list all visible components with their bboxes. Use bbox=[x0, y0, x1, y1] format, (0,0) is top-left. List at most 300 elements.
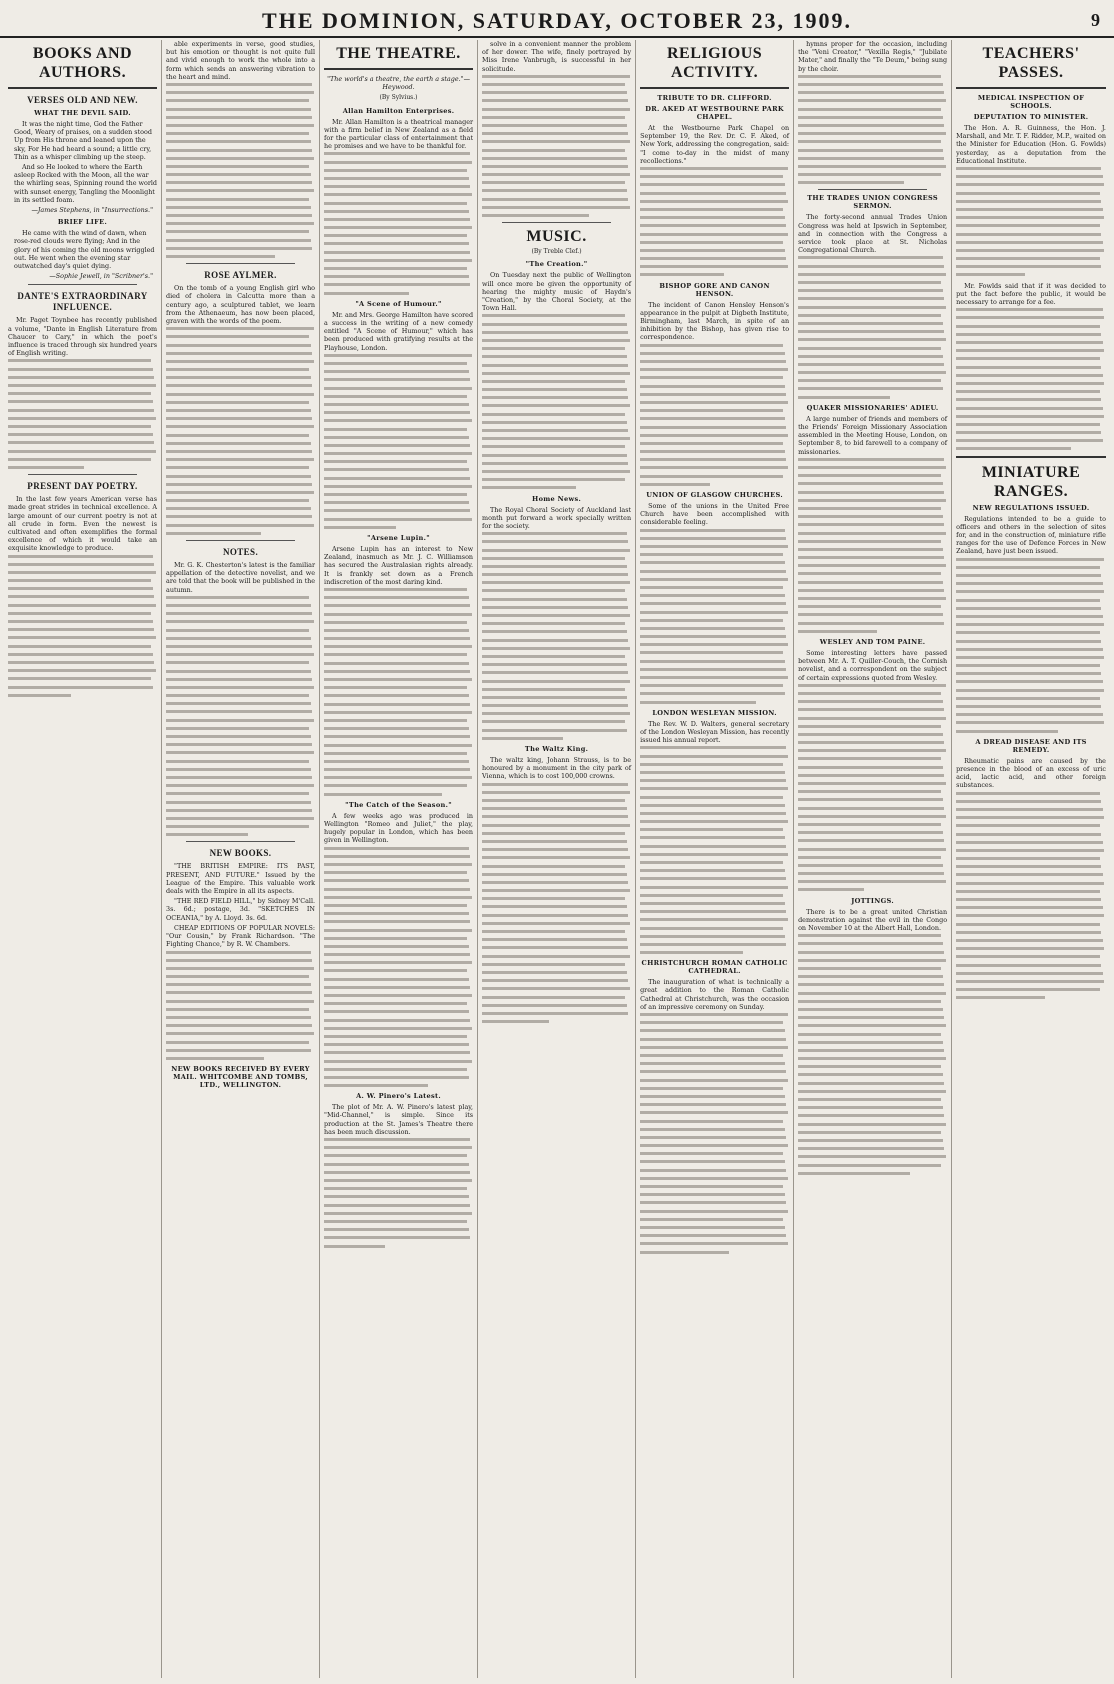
text-line bbox=[324, 387, 472, 390]
filler-text bbox=[956, 792, 1106, 1000]
verse-text: He came with the wind of dawn, when rose-red clouds were flying; And in the glory of his coming the old moons wriggled out. He went when the evening star outwatched day's quiet dying. bbox=[14, 229, 155, 271]
text-line bbox=[482, 589, 625, 592]
text-line bbox=[482, 75, 630, 78]
text-line bbox=[798, 1123, 946, 1126]
text-line bbox=[640, 886, 788, 889]
text-line bbox=[324, 978, 469, 981]
text-line bbox=[798, 782, 946, 785]
text-line bbox=[956, 265, 1101, 268]
text-line bbox=[640, 249, 785, 252]
text-line bbox=[166, 239, 311, 242]
text-line bbox=[8, 612, 151, 615]
text-line bbox=[166, 507, 311, 510]
text-line bbox=[324, 735, 470, 738]
text-line bbox=[166, 951, 311, 954]
text-line bbox=[482, 454, 627, 457]
text-line bbox=[482, 149, 625, 152]
text-line bbox=[324, 621, 467, 624]
text-line bbox=[482, 832, 625, 835]
text-line bbox=[956, 689, 1104, 692]
text-line bbox=[166, 678, 312, 681]
text-line bbox=[482, 598, 627, 601]
text-line bbox=[166, 604, 311, 607]
text-line bbox=[956, 730, 1058, 733]
text-line bbox=[956, 224, 1100, 227]
text-line bbox=[640, 1021, 783, 1024]
text-line bbox=[482, 565, 627, 568]
filler-text bbox=[640, 746, 789, 954]
text-line bbox=[798, 725, 941, 728]
text-line bbox=[956, 398, 1101, 401]
text-line bbox=[166, 483, 312, 486]
article-text: The forty-second annual Trades Union Congress was held at Ipswich in September, and in connection with the Congress a service took place at St. Nicholas Congregational Church. bbox=[798, 213, 948, 255]
text-line bbox=[482, 532, 627, 535]
text-line bbox=[798, 613, 943, 616]
heading-verses: VERSES OLD AND NEW. bbox=[27, 95, 138, 105]
text-line bbox=[956, 931, 1101, 934]
text-line bbox=[798, 338, 946, 341]
text-line bbox=[640, 393, 786, 396]
text-line bbox=[482, 181, 625, 184]
text-line bbox=[798, 700, 943, 703]
text-line bbox=[166, 99, 309, 102]
text-line bbox=[798, 807, 944, 810]
text-line bbox=[640, 1029, 785, 1032]
text-line bbox=[482, 865, 625, 868]
text-line bbox=[956, 705, 1101, 708]
text-line bbox=[482, 581, 630, 584]
text-line bbox=[798, 1155, 946, 1158]
text-line bbox=[166, 686, 314, 689]
text-line bbox=[324, 1060, 472, 1063]
text-line bbox=[324, 1154, 467, 1157]
text-line bbox=[482, 91, 627, 94]
text-line bbox=[482, 807, 627, 810]
text-line bbox=[166, 255, 275, 258]
text-line bbox=[956, 431, 1101, 434]
text-line bbox=[8, 450, 156, 453]
text-line bbox=[324, 637, 470, 640]
text-line bbox=[798, 572, 941, 575]
text-line bbox=[324, 177, 469, 180]
text-line bbox=[482, 323, 627, 326]
text-line bbox=[798, 597, 946, 600]
text-line bbox=[956, 964, 1101, 967]
text-line bbox=[8, 669, 156, 672]
text-line bbox=[640, 1079, 788, 1082]
text-line bbox=[640, 902, 785, 905]
text-line bbox=[482, 108, 630, 111]
text-line bbox=[324, 904, 467, 907]
text-line bbox=[324, 760, 469, 763]
heading-rose-aylmer: ROSE AYLMER. bbox=[204, 270, 277, 281]
text-line bbox=[324, 703, 470, 706]
text-line bbox=[640, 1038, 786, 1041]
text-line bbox=[640, 1103, 786, 1106]
column-7 bbox=[952, 40, 1110, 1678]
text-line bbox=[798, 540, 941, 543]
text-line bbox=[956, 200, 1101, 203]
text-line bbox=[166, 776, 312, 779]
article-text: Mr. and Mrs. George Hamilton have scored a success in the writing of a new comedy entitled "A Scene of Humour," which has been produced with gratifying results at the Playhouse, London. bbox=[324, 310, 474, 352]
text-line bbox=[640, 376, 783, 379]
text-line bbox=[324, 768, 470, 771]
text-line bbox=[482, 132, 628, 135]
article-text: There is to be a great united Christian demonstration against the evil in the Congo on November 10 at the Albert Hall, London. bbox=[798, 907, 948, 933]
text-line bbox=[798, 1016, 944, 1019]
filler-text bbox=[324, 152, 473, 294]
text-line bbox=[798, 831, 943, 834]
text-line bbox=[166, 434, 309, 437]
text-line bbox=[482, 549, 630, 552]
text-line bbox=[324, 436, 469, 439]
divider bbox=[502, 222, 611, 223]
text-line bbox=[166, 809, 312, 812]
text-line bbox=[166, 719, 314, 722]
text-line bbox=[166, 360, 314, 363]
text-line bbox=[324, 986, 470, 989]
text-line bbox=[640, 828, 783, 831]
text-line bbox=[166, 466, 309, 469]
text-line bbox=[798, 466, 946, 469]
text-line bbox=[8, 359, 151, 362]
text-line bbox=[166, 661, 309, 664]
masthead-title: THE DOMINION, SATURDAY, OCTOBER 23, 1909. bbox=[262, 8, 852, 33]
text-line bbox=[798, 589, 944, 592]
text-line bbox=[324, 242, 469, 245]
text-line bbox=[798, 839, 944, 842]
text-line bbox=[8, 368, 153, 371]
text-line bbox=[8, 636, 156, 639]
text-line bbox=[166, 247, 312, 250]
text-line bbox=[166, 612, 312, 615]
text-line bbox=[798, 396, 890, 399]
text-line bbox=[956, 631, 1100, 634]
text-line bbox=[640, 812, 786, 815]
heading-new-regulations: NEW REGULATIONS ISSUED. bbox=[972, 503, 1090, 512]
text-line bbox=[8, 555, 153, 558]
text-line bbox=[166, 825, 309, 828]
filler-text bbox=[8, 359, 157, 468]
text-line bbox=[956, 382, 1104, 385]
filler-text bbox=[166, 596, 315, 836]
text-line bbox=[640, 651, 783, 654]
text-line bbox=[956, 640, 1101, 643]
text-line bbox=[798, 173, 941, 176]
text-line bbox=[166, 327, 314, 330]
text-line bbox=[8, 409, 154, 412]
text-line bbox=[798, 1106, 943, 1109]
filler-text bbox=[482, 75, 631, 217]
text-line bbox=[8, 425, 151, 428]
text-line bbox=[640, 1013, 788, 1016]
divider bbox=[8, 87, 157, 89]
text-line bbox=[166, 515, 312, 518]
text-line bbox=[482, 462, 628, 465]
text-line bbox=[640, 643, 788, 646]
text-line bbox=[482, 1004, 627, 1007]
signature: —James Stephens, in "Insurrections." bbox=[31, 206, 154, 215]
filler-text bbox=[482, 783, 631, 1023]
text-line bbox=[482, 214, 589, 217]
text-line bbox=[166, 784, 314, 787]
text-line bbox=[956, 208, 1103, 211]
text-line bbox=[482, 173, 630, 176]
text-line bbox=[956, 257, 1100, 260]
text-line bbox=[640, 224, 786, 227]
heading-trades-union: THE TRADES UNION CONGRESS SERMON. bbox=[807, 194, 938, 211]
divider bbox=[956, 87, 1106, 89]
filler-text bbox=[798, 934, 947, 1174]
text-line bbox=[956, 423, 1100, 426]
divider bbox=[640, 87, 789, 89]
text-line bbox=[166, 352, 312, 355]
text-line bbox=[324, 871, 467, 874]
text-line bbox=[798, 1131, 941, 1134]
text-line bbox=[640, 755, 788, 758]
text-line bbox=[482, 380, 625, 383]
text-line bbox=[324, 152, 470, 155]
text-line bbox=[324, 1146, 472, 1149]
text-line bbox=[8, 604, 156, 607]
text-line bbox=[956, 325, 1100, 328]
heading-devil: WHAT THE DEVIL SAID. bbox=[34, 109, 131, 117]
column-1 bbox=[4, 40, 162, 1678]
text-line bbox=[640, 1152, 783, 1155]
section-music: MUSIC. bbox=[526, 228, 587, 246]
divider bbox=[324, 68, 473, 70]
text-line bbox=[482, 413, 625, 416]
text-line bbox=[166, 450, 312, 453]
column-3 bbox=[320, 40, 478, 1678]
text-line bbox=[640, 529, 785, 532]
heading-gore-henson: BISHOP GORE AND CANON HENSON. bbox=[659, 281, 770, 298]
text-line bbox=[482, 655, 625, 658]
text-line bbox=[956, 857, 1100, 860]
text-line bbox=[798, 684, 946, 687]
text-line bbox=[956, 898, 1101, 901]
text-line bbox=[640, 692, 785, 695]
section-religious-activity: RELIGIOUS ACTIVITY. bbox=[666, 45, 763, 81]
text-line bbox=[798, 297, 944, 300]
text-line bbox=[166, 108, 311, 111]
text-line bbox=[482, 83, 625, 86]
text-line bbox=[640, 771, 785, 774]
text-line bbox=[324, 1212, 472, 1215]
text-line bbox=[324, 518, 472, 521]
text-line bbox=[166, 475, 311, 478]
filler-text bbox=[324, 588, 473, 796]
text-line bbox=[482, 914, 628, 917]
text-line bbox=[640, 684, 783, 687]
text-line bbox=[798, 749, 946, 752]
text-line bbox=[166, 376, 311, 379]
text-line bbox=[640, 918, 788, 921]
text-line bbox=[324, 604, 470, 607]
text-line bbox=[640, 1177, 788, 1180]
text-line bbox=[956, 249, 1104, 252]
text-line bbox=[166, 368, 309, 371]
text-line bbox=[640, 1070, 786, 1073]
text-line bbox=[956, 216, 1104, 219]
filler-text bbox=[166, 951, 315, 1060]
text-line bbox=[798, 1147, 944, 1150]
text-line bbox=[482, 404, 630, 407]
text-line bbox=[324, 744, 472, 747]
text-line bbox=[324, 613, 472, 616]
text-line bbox=[324, 292, 409, 295]
text-line bbox=[640, 619, 783, 622]
column-6 bbox=[794, 40, 952, 1678]
text-line bbox=[166, 491, 314, 494]
text-line bbox=[482, 165, 628, 168]
text-line bbox=[798, 330, 944, 333]
text-line bbox=[798, 458, 944, 461]
text-line bbox=[324, 653, 467, 656]
text-line bbox=[956, 947, 1104, 950]
text-line bbox=[482, 946, 628, 949]
text-line bbox=[956, 865, 1101, 868]
article-text: A large number of friends and members of the Friends' Foreign Missionary Association assembled in the Meeting House, London, on September 8, to bid farewell to a company of missionaries. bbox=[798, 414, 948, 456]
text-line bbox=[166, 344, 311, 347]
text-line bbox=[640, 602, 786, 605]
text-line bbox=[956, 192, 1100, 195]
text-line bbox=[640, 175, 783, 178]
text-line bbox=[482, 963, 625, 966]
text-line bbox=[798, 347, 941, 350]
text-line bbox=[324, 879, 469, 882]
text-line bbox=[640, 746, 786, 749]
text-line bbox=[166, 222, 314, 225]
text-line bbox=[482, 396, 628, 399]
text-line bbox=[8, 661, 154, 664]
text-line bbox=[798, 1139, 943, 1142]
text-line bbox=[798, 1008, 943, 1011]
text-line bbox=[640, 442, 783, 445]
text-line bbox=[166, 524, 314, 527]
text-line bbox=[324, 629, 469, 632]
text-line bbox=[798, 355, 943, 358]
text-line bbox=[798, 1000, 941, 1003]
text-line bbox=[482, 815, 628, 818]
text-line bbox=[482, 720, 625, 723]
text-line bbox=[324, 234, 467, 237]
text-line bbox=[640, 877, 786, 880]
text-line bbox=[324, 185, 470, 188]
text-line bbox=[324, 509, 470, 512]
text-line bbox=[640, 233, 788, 236]
text-line bbox=[482, 622, 625, 625]
text-line bbox=[324, 169, 467, 172]
text-line bbox=[166, 393, 314, 396]
text-line bbox=[166, 499, 309, 502]
heading-allan-hamilton: Allan Hamilton Enterprises. bbox=[342, 106, 455, 115]
text-line bbox=[640, 869, 785, 872]
text-line bbox=[8, 563, 154, 566]
text-line bbox=[324, 896, 472, 899]
text-line bbox=[798, 959, 946, 962]
filler-text bbox=[166, 83, 315, 258]
text-line bbox=[166, 124, 314, 127]
heading-jottings: JOTTINGS. bbox=[851, 896, 894, 905]
text-line bbox=[640, 1226, 785, 1229]
text-line bbox=[324, 403, 469, 406]
text-line bbox=[956, 349, 1104, 352]
text-line bbox=[640, 216, 785, 219]
text-line bbox=[956, 357, 1100, 360]
text-line bbox=[956, 366, 1101, 369]
text-line bbox=[640, 861, 783, 864]
text-line bbox=[956, 558, 1104, 561]
text-line bbox=[324, 694, 469, 697]
text-line bbox=[640, 537, 786, 540]
text-line bbox=[166, 637, 311, 640]
text-line bbox=[166, 959, 312, 962]
divider bbox=[28, 284, 137, 285]
text-line bbox=[640, 257, 786, 260]
text-line bbox=[166, 417, 312, 420]
text-line bbox=[798, 1090, 946, 1093]
text-line bbox=[324, 588, 467, 591]
text-line bbox=[798, 967, 941, 970]
text-line bbox=[324, 460, 467, 463]
text-line bbox=[324, 888, 470, 891]
text-line bbox=[166, 710, 312, 713]
text-line bbox=[640, 1201, 786, 1204]
text-line bbox=[166, 817, 314, 820]
text-line bbox=[956, 615, 1103, 618]
text-line bbox=[956, 607, 1101, 610]
text-line bbox=[166, 198, 309, 201]
heading-wesley-paine: WESLEY AND TOM PAINE. bbox=[819, 637, 926, 646]
text-line bbox=[956, 183, 1104, 186]
text-line bbox=[640, 836, 785, 839]
text-line bbox=[324, 193, 472, 196]
text-line bbox=[640, 1095, 785, 1098]
text-line bbox=[8, 587, 153, 590]
text-line bbox=[798, 717, 946, 720]
filler-text bbox=[324, 354, 473, 529]
text-line bbox=[640, 627, 785, 630]
heading-present-day-poetry: PRESENT DAY POETRY. bbox=[27, 481, 138, 492]
text-line bbox=[798, 856, 941, 859]
text-line bbox=[798, 815, 946, 818]
text-line bbox=[640, 787, 788, 790]
article-text: Mr. G. K. Chesterton's latest is the familiar appellation of the detective novelist, and we are told that the book will be published in the autumn. bbox=[166, 561, 316, 594]
text-line bbox=[640, 401, 788, 404]
text-line bbox=[166, 401, 309, 404]
text-line bbox=[798, 1041, 943, 1044]
masthead bbox=[0, 0, 1114, 38]
text-line bbox=[798, 942, 943, 945]
article-text: Mr. Allan Hamilton is a theatrical manager with a firm belief in New Zealand as a field for the particular class of entertainment that he promises and we have to be thankful for. bbox=[324, 117, 474, 151]
text-line bbox=[798, 314, 941, 317]
section-theatre: THE THEATRE. bbox=[336, 45, 461, 62]
article-text: Mr. Fowlds said that if it was decided to put the fact before the public, it would be necessary to arrange for a fee. bbox=[956, 281, 1106, 307]
heading-medical-inspection: MEDICAL INSPECTION OF SCHOOLS. bbox=[977, 94, 1085, 110]
text-line bbox=[8, 400, 153, 403]
article-text: solve in a convenient manner the problem of her dower. The wife, finely portrayed by Miss Irene Vanbrugh, is successful in her solicitude. bbox=[482, 40, 632, 73]
text-line bbox=[640, 1136, 786, 1139]
text-line bbox=[166, 1016, 311, 1019]
text-line bbox=[324, 477, 470, 480]
text-line bbox=[956, 273, 1025, 276]
book-listing: "THE RED FIELD HILL," by Sidney M'Call. 3s. 6d.; postage, 3d. "SKETCHES IN OCEANIA," by A. Lloyd. 3s. 6d. bbox=[166, 897, 316, 922]
text-line bbox=[482, 372, 630, 375]
text-line bbox=[482, 189, 627, 192]
text-line bbox=[640, 570, 786, 573]
text-line bbox=[324, 719, 467, 722]
